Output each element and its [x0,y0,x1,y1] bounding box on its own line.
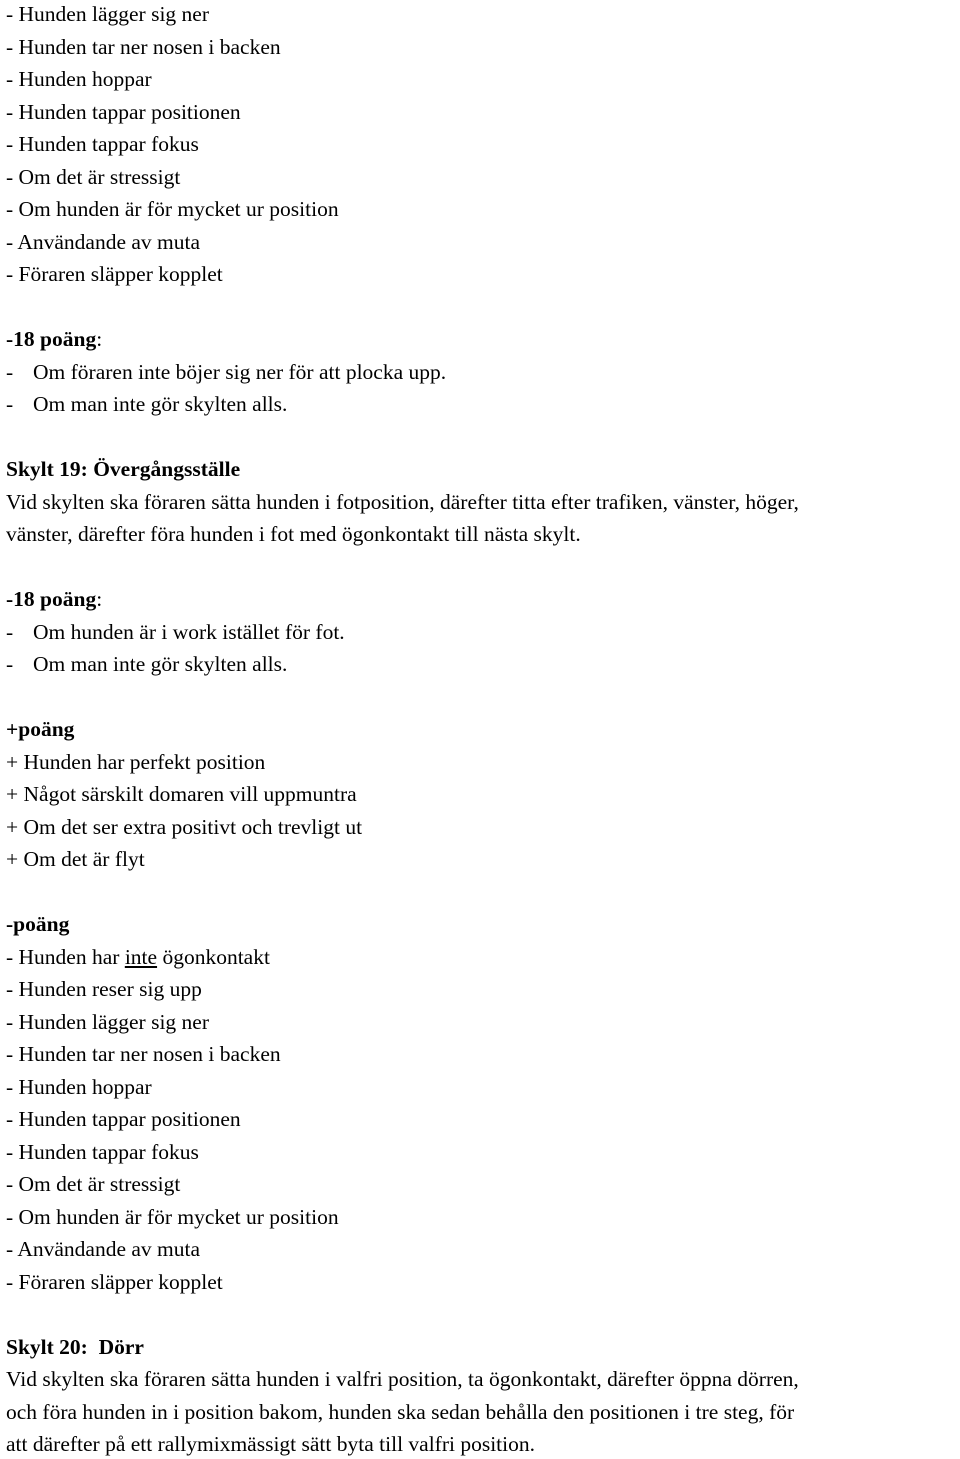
sign-20-text-line: och föra hunden in i position bakom, hunden ska sedan behålla den positionen i tre steg, för [6,1399,795,1424]
list-item: - Föraren släpper kopplet [6,262,223,286]
minus-heading: -poäng [6,912,70,936]
list-item: - Hunden tar ner nosen i backen [6,34,281,59]
deduction-item-text: Om föraren inte böjer sig ner för att plocka upp. [33,359,447,384]
deduction-heading-label: -18 poäng [6,587,97,611]
list-item: - Hunden hoppar [6,1074,152,1099]
deduction-item [6,650,287,678]
list-item: - Om det är stressigt [6,164,181,189]
sign-19-text-line: Vid skylten ska föraren sätta hunden i fotposition, därefter titta efter trafiken, vänster, höger, [6,489,799,514]
list-item: - Hunden tar ner nosen i backen [6,1042,281,1066]
sign-19-text-line: vänster, därefter föra hunden i fot med ögonkontakt till nästa skylt. [6,522,581,546]
list-item-prefix: - Hunden har [6,944,125,969]
dash-bullet: - [6,652,14,676]
deduction-heading-label: -18 poäng [6,327,97,351]
list-item: - Föraren släpper kopplet [6,1269,223,1294]
deduction-heading [6,325,102,353]
deduction-heading-colon: : [96,587,103,611]
list-item: - Om det är stressigt [6,1172,181,1196]
sign-20-title: Skylt 20: Dörr [6,1334,144,1359]
deduction-item-text: Om man inte gör skylten alls. [33,392,288,416]
list-item [6,943,270,971]
deduction-heading [6,585,102,613]
list-item: - Hunden tappar fokus [6,1139,199,1164]
list-item-suffix: ögonkontakt [157,944,270,969]
list-item: - Hunden hoppar [6,67,152,91]
underlined-word: inte [124,944,158,969]
list-item: - Användande av muta [6,229,201,254]
list-item: - Hunden tappar positionen [6,99,241,124]
sign-20-text-line: att därefter på ett rallymixmässigt sätt byta till valfri position. [6,1432,536,1456]
deduction-item-text: Om hunden är i work istället för fot. [33,619,345,644]
deduction-item [6,618,345,646]
list-item: - Hunden tappar fokus [6,132,199,156]
plus-heading: +poäng [6,717,75,741]
sign-20-text-line: Vid skylten ska föraren sätta hunden i valfri position, ta ögonkontakt, därefter öppna dörren, [6,1367,799,1391]
list-item: - Hunden reser sig upp [6,977,202,1001]
list-item: - Hunden tappar positionen [6,1107,241,1131]
deduction-heading-colon: : [96,327,103,351]
list-item: - Om hunden är för mycket ur position [6,1204,339,1229]
deduction-item-text: Om man inte gör skylten alls. [33,652,288,676]
list-item: + Något särskilt domaren vill uppmuntra [6,782,357,806]
list-item: - Användande av muta [6,1237,201,1261]
dash-bullet: - [6,619,14,644]
sign-19-title: Skylt 19: Övergångsställe [6,457,241,481]
list-item: + Om det är flyt [6,847,145,871]
list-item: - Om hunden är för mycket ur position [6,197,339,221]
list-item: + Hunden har perfekt position [6,749,266,774]
dash-bullet: - [6,359,14,384]
list-item: + Om det ser extra positivt och trevligt ut [6,814,363,839]
list-item: - Hunden lägger sig ner [6,1009,209,1034]
list-item: - Hunden lägger sig ner [6,2,209,26]
dash-bullet: - [6,392,14,416]
deduction-item [6,358,446,386]
deduction-item [6,390,287,418]
